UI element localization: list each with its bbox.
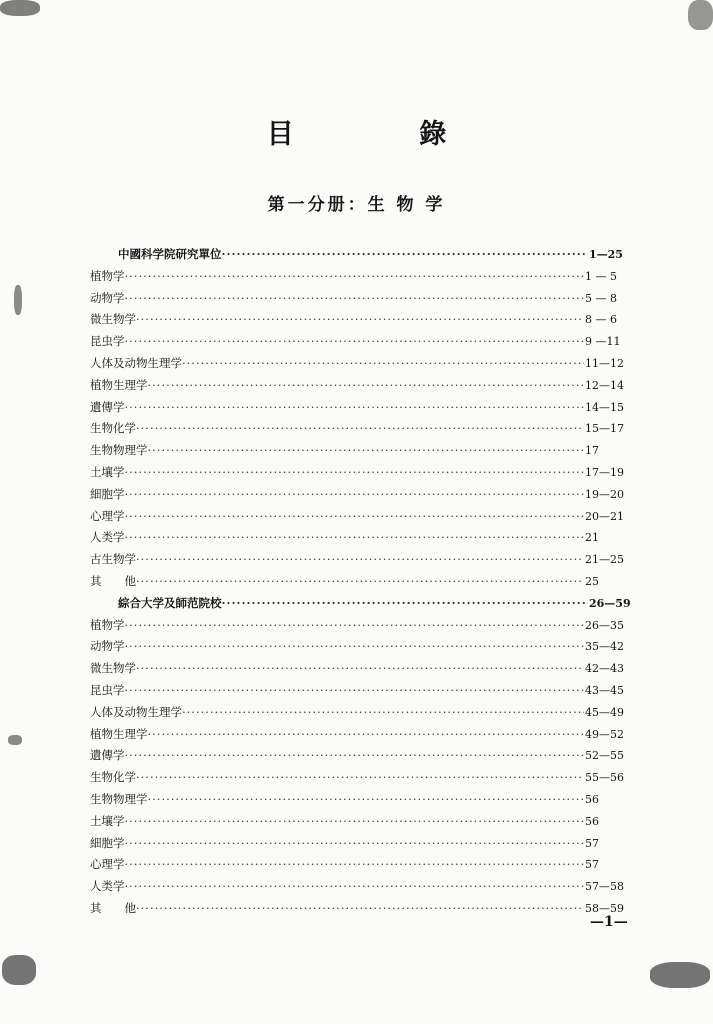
toc-entry: [90, 529, 635, 551]
toc-entry: [90, 290, 635, 312]
toc-entry: [90, 617, 635, 639]
table-of-contents: [90, 246, 635, 922]
entry-label: 土壤学: [90, 813, 125, 828]
entry-pages: 26—35: [585, 618, 624, 632]
dot-leader: [222, 596, 589, 610]
entry-pages: 14—15: [585, 400, 624, 414]
entry-pages: 21: [585, 531, 599, 545]
toc-entry: [90, 333, 635, 355]
toc-entry: [90, 464, 635, 486]
entry-pages: 56: [585, 792, 599, 806]
entry-label: 昆虫学: [90, 682, 125, 697]
toc-entry: [90, 399, 635, 421]
dot-leader: [136, 421, 584, 435]
toc-entry: [90, 878, 635, 900]
toc-entry: [90, 747, 635, 769]
entry-label: 动物学: [90, 639, 125, 654]
entry-pages: 57: [585, 836, 599, 850]
dot-leader: [136, 770, 584, 784]
entry-pages: 20—21: [585, 509, 624, 523]
scan-corner-shadow: [688, 0, 713, 30]
toc-entry: [90, 682, 635, 704]
dot-leader: [125, 269, 585, 283]
entry-label: 遺傳学: [90, 748, 125, 763]
entry-pages: 25: [585, 574, 599, 588]
toc-entry: [90, 573, 635, 595]
toc-entry: [90, 704, 635, 726]
entry-pages: 52—55: [585, 749, 624, 763]
dot-leader: [125, 639, 585, 653]
entry-label: 生物物理学: [90, 443, 148, 458]
entry-pages: 19—20: [585, 487, 624, 501]
dot-leader: [136, 312, 584, 326]
entry-label: 土壤学: [90, 464, 125, 479]
toc-entry: [90, 856, 635, 878]
entry-label: 植物学: [90, 617, 125, 632]
dot-leader: [182, 356, 584, 370]
toc-entry: [90, 377, 635, 399]
dot-leader: [125, 857, 585, 871]
entry-label: 遺傳学: [90, 399, 125, 414]
toc-entry: [90, 508, 635, 530]
toc-entry: [90, 311, 635, 333]
entry-label: 古生物学: [90, 552, 136, 567]
toc-entry: [90, 835, 635, 857]
toc-entry: [90, 660, 635, 682]
entry-label: 人类学: [90, 530, 125, 545]
toc-entry: [90, 420, 635, 442]
entry-pages: 15—17: [585, 422, 624, 436]
section-pages: 1—25: [589, 248, 623, 261]
dot-leader: [136, 574, 584, 588]
toc-entry: [90, 813, 635, 835]
entry-pages: 35—42: [585, 640, 624, 654]
page-number: —1—: [590, 914, 628, 930]
dot-leader: [125, 836, 585, 850]
dot-leader: [125, 530, 585, 544]
section-label: 綜合大学及師范院校: [118, 595, 222, 610]
scan-corner-shadow: [2, 955, 36, 985]
dot-leader: [125, 748, 585, 762]
entry-label: 人体及动物生理学: [90, 704, 182, 719]
page-subtitle: 第一分册：生 物 学: [267, 195, 446, 215]
entry-label: 細胞学: [90, 835, 125, 850]
scan-corner-shadow: [0, 0, 40, 16]
entry-label: 人体及动物生理学: [90, 355, 182, 370]
entry-label: 昆虫学: [90, 334, 125, 349]
entry-pages: 57: [585, 858, 599, 872]
entry-pages: 8 — 6: [585, 313, 617, 327]
toc-entry: [90, 268, 635, 290]
toc-entry: [90, 726, 635, 748]
dot-leader: [148, 378, 585, 392]
entry-pages: 17—19: [585, 465, 624, 479]
entry-pages: 45—49: [585, 705, 624, 719]
entry-pages: 5 — 8: [585, 291, 617, 305]
entry-label: 心理学: [90, 857, 125, 872]
entry-label: 动物学: [90, 290, 125, 305]
toc-entry: [90, 355, 635, 377]
dot-leader: [125, 814, 585, 828]
toc-entry: [90, 486, 635, 508]
entry-pages: 43—45: [585, 683, 624, 697]
entry-pages: 49—52: [585, 727, 624, 741]
dot-leader: [125, 487, 585, 501]
entry-label: 生物化学: [90, 421, 136, 436]
entry-pages: 21—25: [585, 553, 624, 567]
entry-pages: 42—43: [585, 662, 624, 676]
entry-label: 微生物学: [90, 661, 136, 676]
entry-label: 植物生理学: [90, 726, 148, 741]
margin-mark: [14, 285, 22, 315]
entry-label: 其 他: [90, 900, 136, 915]
dot-leader: [125, 879, 585, 893]
dot-leader: [148, 727, 585, 741]
scan-corner-shadow: [650, 962, 710, 988]
margin-mark: [8, 735, 22, 745]
entry-label: 植物学: [90, 268, 125, 283]
toc-entry: [90, 900, 635, 922]
entry-label: 生物物理学: [90, 791, 148, 806]
toc-entry: [90, 442, 635, 464]
entry-label: 生物化学: [90, 770, 136, 785]
entry-pages: 9 —11: [585, 335, 621, 349]
entry-pages: 11—12: [585, 356, 624, 370]
entry-label: 細胞学: [90, 486, 125, 501]
section-label: 中國科学院研究單位: [118, 247, 222, 261]
dot-leader: [125, 465, 585, 479]
entry-pages: 12—14: [585, 378, 624, 392]
entry-pages: 1 — 5: [585, 269, 617, 283]
page-title: 目 錄: [266, 119, 505, 150]
entry-label: 人类学: [90, 879, 125, 894]
dot-leader: [182, 705, 584, 719]
dot-leader: [125, 618, 585, 632]
entry-pages: 57—58: [585, 880, 624, 894]
dot-leader: [125, 400, 585, 414]
section-pages: 26—59: [589, 596, 631, 610]
entry-pages: 58—59: [585, 901, 624, 915]
dot-leader: [136, 552, 584, 566]
toc-section-heading: [90, 595, 635, 617]
entry-label: 其 他: [90, 573, 136, 588]
dot-leader: [125, 509, 585, 523]
toc-section-heading: [90, 246, 635, 268]
dot-leader: [148, 792, 585, 806]
dot-leader: [125, 334, 585, 348]
toc-entry: [90, 769, 635, 791]
toc-entry: [90, 638, 635, 660]
entry-pages: 55—56: [585, 771, 624, 785]
dot-leader: [148, 443, 585, 457]
toc-entry: [90, 551, 635, 573]
entry-pages: 17: [585, 444, 599, 458]
dot-leader: [136, 661, 584, 675]
entry-pages: 56: [585, 814, 599, 828]
dot-leader: [125, 291, 585, 305]
dot-leader: [222, 247, 589, 261]
toc-entry: [90, 791, 635, 813]
entry-label: 植物生理学: [90, 377, 148, 392]
dot-leader: [136, 901, 584, 915]
entry-label: 微生物学: [90, 312, 136, 327]
dot-leader: [125, 683, 585, 697]
entry-label: 心理学: [90, 508, 125, 523]
